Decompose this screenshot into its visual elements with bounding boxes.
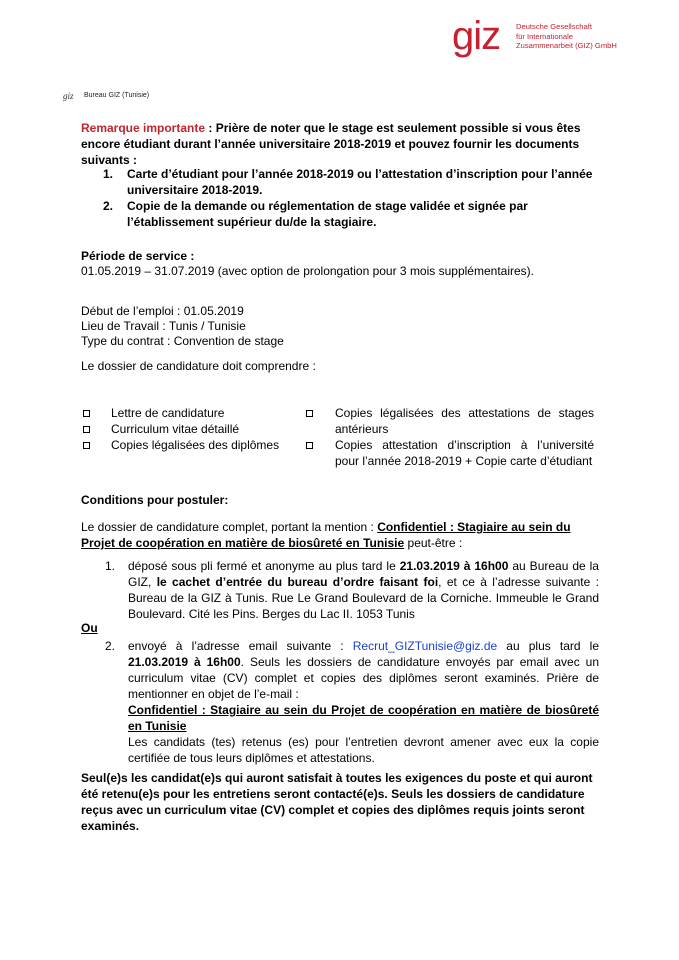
document-num-2: 2. [103, 199, 114, 213]
option-1-text-c: , et ce à l’adresse suivante : Bureau de la GIZ à Tunis. Rue Le Grand Boulevard de la Corniche. Immeuble le Grand Boulevard. Cité les Pins. Berges du Lac II. 1053 Tunis [128, 575, 599, 621]
checkbox-icon [306, 442, 313, 449]
checklist-text: Copies attestation d’inscription à l’université pour l’année 2018-2019 + Copie carte d’étudiant [335, 438, 594, 468]
checklist-right [306, 405, 594, 469]
option-2-text-b: au plus tard le [497, 639, 599, 653]
checklist-text: Copies légalisées des diplômes [111, 438, 280, 452]
period-dates: 01.05.2019 – 31.07.2019 [81, 264, 215, 278]
dossier-intro: Le dossier de candidature doit comprendre : [81, 359, 316, 373]
logo-line-2: für Internationale [516, 31, 573, 41]
or-label: Ou [81, 621, 98, 635]
giz-logo [452, 14, 657, 60]
checklist-text: Curriculum vitae détaillé [111, 422, 240, 436]
document-text-1: Carte d’étudiant pour l’année 2018-2019 ou l’attestation d’inscription pour l’année universitaire 2018-2019. [127, 167, 593, 197]
job-place: Lieu de Travail : Tunis / Tunisie [81, 319, 246, 333]
checklist-item [83, 405, 283, 421]
header-small-logo: giz [63, 91, 74, 101]
email-link[interactable]: Recrut_GIZTunisie@giz.de [352, 639, 498, 653]
option-2-text-d: Les candidats (tes) retenus (es) pour l’entretien devront amener avec eux la copie certifiée de tous leurs diplômes et attestations. [128, 735, 599, 765]
checkbox-icon [306, 410, 313, 417]
checklist-item [306, 405, 594, 437]
conditions-intro-a: Le dossier de candidature complet, portant la mention : [81, 520, 378, 534]
option-1 [105, 558, 599, 622]
checklist-text: Lettre de candidature [111, 406, 225, 420]
document-item-2 [103, 198, 603, 230]
checkbox-icon [83, 442, 90, 449]
option-1-text-a: déposé sous pli fermé et anonyme au plus tard le [128, 559, 400, 573]
closing-paragraph: Seul(e)s les candidat(e)s qui auront satisfait à toutes les exigences du poste et qui auront été retenu(e)s pour les entretiens seront contacté(e)s. Seuls les dossiers de candidature reçus avec un curriculum vitae (CV) complet et copies des diplômes requis joints seront examinés. [81, 771, 593, 833]
period-title: Période de service : [81, 249, 195, 263]
checklist-item [83, 421, 283, 437]
option-2-text-a: envoyé à l’adresse email suivante : [128, 639, 353, 653]
option-1-stamp: le cachet d’entrée du bureau d’ordre faisant foi [156, 575, 439, 589]
logo-text [516, 22, 656, 51]
checklist-text: Copies légalisées des attestations de stages antérieurs [335, 406, 594, 436]
option-2 [105, 638, 599, 766]
conditions-intro-b: peut-être : [404, 536, 463, 550]
document-item-1 [103, 166, 603, 198]
option-2-mention: Confidentiel : Stagiaire au sein du Projet de coopération en matière de biosûreté en Tunisie [128, 703, 599, 733]
checkbox-icon [83, 426, 90, 433]
period-note: (avec option de prolongation pour 3 mois supplémentaires). [214, 264, 534, 278]
documents-list [103, 166, 603, 230]
document-num-1: 1. [103, 167, 114, 181]
period-line [81, 263, 621, 279]
document-text-2: Copie de la demande ou réglementation de stage validée et signée par l’établissement supérieur du/de la stagiaire. [127, 199, 528, 229]
remark-paragraph [81, 120, 601, 168]
option-1-deadline: 21.03.2019 à 16h00 [399, 559, 509, 573]
logo-mark: giz [452, 14, 501, 58]
option-2-num: 2. [105, 639, 116, 653]
option-1-num: 1. [105, 559, 116, 573]
option-2-text-c: . Seuls les dossiers de candidature envoyés par email avec un curriculum vitae (CV) complet et copies des diplômes seront examinés. Prière de mentionner en objet de l’e-mail : [128, 655, 599, 701]
conditions-title: Conditions pour postuler: [81, 493, 229, 507]
option-1-text-b: au Bureau de la GIZ, [128, 559, 599, 589]
conditions-mention: Confidentiel : Stagiaire au sein du Projet de coopération en matière de biosûreté en Tunisie [81, 520, 571, 550]
logo-line-3: Zusammenarbeit (GIZ) GmbH [516, 41, 617, 51]
option-2-deadline: 21.03.2019 à 16h00 [128, 655, 241, 669]
remark-text: : Prière de noter que le stage est seulement possible si vous êtes encore étudiant durant l’année universitaire 2018-2019 et pouvez fournir les documents suivants : [81, 121, 581, 167]
logo-line-1: Deutsche Gesellschaft [516, 22, 592, 31]
job-contract: Type du contrat : Convention de stage [81, 334, 284, 348]
checklist-left [83, 405, 283, 453]
job-start: Début de l’emploi : 01.05.2019 [81, 304, 244, 318]
checklist-item [306, 437, 594, 469]
conditions-intro [81, 519, 599, 551]
remark-label: Remarque importante [81, 121, 206, 135]
checkbox-icon [83, 410, 90, 417]
checklist-item [83, 437, 283, 453]
header-office: Bureau GIZ (Tunisie) [84, 92, 150, 99]
